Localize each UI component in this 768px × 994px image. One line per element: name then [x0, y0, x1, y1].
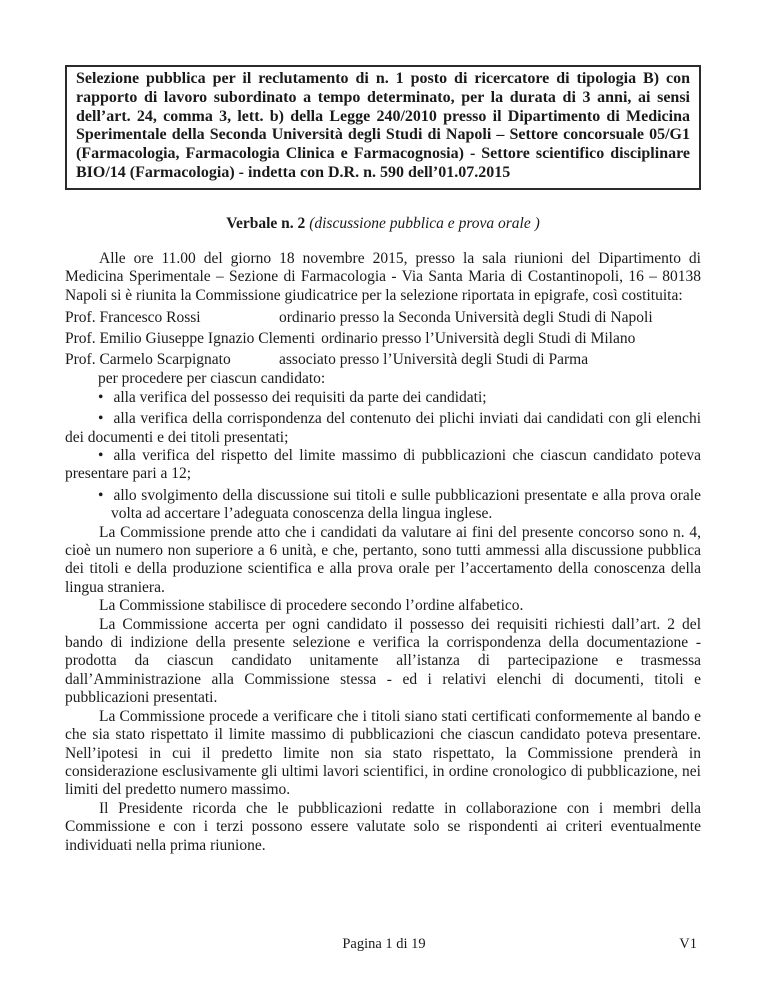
- commissioner-role: associato presso l’Università degli Studi di Parma: [279, 350, 589, 368]
- bullet-icon: •: [98, 410, 104, 428]
- body-paragraph: La Commissione prende atto che i candidati da valutare ai fini del presente concorso sono n. 4, cioè un numero non superiore a 6 unità, e che, pertanto, sono tutti ammessi alla discussione pubblica dei titoli e della produzione scientifica e alla prova orale per l’accertamento della conoscenza della lingua straniera.: [65, 523, 701, 596]
- bullet-text: alla verifica della corrispondenza del contenuto dei plichi inviati dai candidati con gli elenchi dei documenti e dei titoli presentati;: [65, 410, 701, 446]
- document-title-subtitle: (discussione pubblica e prova orale ): [309, 214, 540, 232]
- opening-paragraph: Alle ore 11.00 del giorno 18 novembre 2015, presso la sala riunioni del Dipartimento di Medicina Sperimentale – Sezione di Farmacologia - Via Santa Maria di Costantinopoli, 16 – 80138 Napoli si è riunita la Commissione giudicatrice per la selezione riportata in epigrafe, così costituita:: [65, 249, 701, 304]
- footer-page-number: Pagina 1 di 19: [342, 936, 426, 952]
- body-paragraph: Il Presidente ricorda che le pubblicazioni redatte in collaborazione con i membri della Commissione e con i terzi possono essere valutate solo se rispondenti ai criteri eventualmente individuati nella prima riunione.: [65, 799, 701, 854]
- commission-list: [65, 308, 701, 370]
- bullet-text: alla verifica del possesso dei requisiti da parte dei candidati;: [113, 388, 487, 406]
- bullet-item: [65, 447, 701, 484]
- procedure-intro: per procedere per ciascun candidato:: [98, 370, 326, 388]
- document-content: [65, 0, 701, 855]
- commissioner-role: ordinario presso l’Università degli Studi di Milano: [321, 329, 636, 347]
- document-body: [65, 250, 701, 855]
- commissioner-name: Prof. Francesco Rossi: [65, 309, 201, 326]
- body-paragraph: La Commissione accerta per ogni candidato il possesso dei requisiti richiesti dall’art. 2 del bando di indizione della presente selezione e verifica la corrispondenza della documentazione - prodotta da ciascun candidato unitamente all’istanza di partecipazione e trasmessa dall’Amministrazione alla Commissione stessa - ed i relativi elenchi di documenti, titoli e pubblicazioni presentati.: [65, 615, 701, 707]
- document-title: [65, 214, 701, 233]
- body-paragraph: La Commissione stabilisce di procedere secondo l’ordine alfabetico.: [99, 597, 524, 615]
- bullet-text: alla verifica del rispetto del limite massimo di pubblicazioni che ciascun candidato poteva presentare pari a 12;: [65, 447, 701, 483]
- commissioner-role: ordinario presso la Seconda Università degli Studi di Napoli: [279, 309, 653, 326]
- selection-notice-box: Selezione pubblica per il reclutamento di n. 1 posto di ricercatore di tipologia B) con rapporto di lavoro subordinato a tempo determinato, per la durata di 3 anni, ai sensi dell’art. 24, comma 3, lett. b) della Legge 240/2010 presso il Dipartimento di Medicina Sperimentale della Seconda Università degli Studi di Napoli – Settore concorsuale 05/G1 (Farmacologia, Farmacologia Clinica e Farmacognosia) - Settore scientifico disciplinare BIO/14 (Farmacologia) - indetta con D.R. n. 590 dell’01.07.2015: [65, 65, 701, 190]
- bullet-icon: •: [98, 388, 104, 406]
- bullet-icon: •: [98, 447, 104, 465]
- body-paragraph: La Commissione procede a verificare che i titoli siano stati certificati conformemente al bando e che sia stato rispettato il limite massimo di pubblicazioni che ciascun candidato poteva presentare. Nell’ipotesi in cui il predetto limite non sia stato rispettato, la Commissione prenderà in considerazione esclusivamente gli ultimi lavori scientifici, in ordine cronologico di pubblicazione, nei limiti del predetto numero massimo.: [65, 707, 701, 799]
- bullet-item: [65, 487, 701, 524]
- footer-version: V1: [679, 936, 697, 952]
- commissioner-row: [65, 350, 701, 371]
- bullet-item: [65, 389, 701, 407]
- bullet-icon: •: [98, 486, 104, 504]
- bullet-text: allo svolgimento della discussione sui titoli e sulle pubblicazioni presentate e alla prova orale volta ad accertare l’adeguata conoscenza della lingua inglese.: [111, 486, 701, 523]
- commissioner-name: Prof. Carmelo Scarpignato: [65, 350, 231, 368]
- commissioner-name: Prof. Emilio Giuseppe Ignazio Clementi: [65, 329, 316, 347]
- document-title-label: Verbale n. 2: [226, 214, 306, 232]
- commissioner-row: [65, 308, 701, 329]
- commissioner-row: [65, 329, 701, 350]
- bullet-item: [65, 410, 701, 447]
